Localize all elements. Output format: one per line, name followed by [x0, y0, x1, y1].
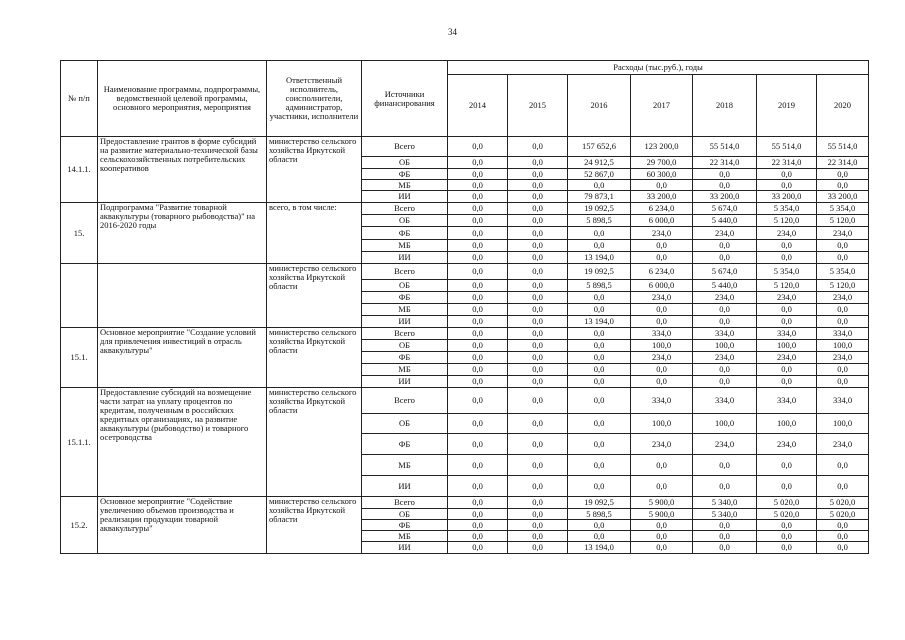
amount-cell: 5 020,0: [757, 497, 817, 509]
funding-source: МБ: [362, 180, 448, 191]
amount-cell: 0,0: [508, 497, 568, 509]
amount-cell: 33 200,0: [693, 191, 757, 203]
amount-cell: 0,0: [631, 542, 693, 554]
table-row: [61, 328, 869, 340]
amount-cell: 0,0: [448, 292, 508, 304]
amount-cell: 0,0: [448, 340, 508, 352]
amount-cell: 6 234,0: [631, 264, 693, 280]
responsible-executor: министерство сельского хозяйства Иркутской области: [267, 497, 362, 554]
amount-cell: 5 120,0: [757, 215, 817, 227]
amount-cell: 100,0: [757, 340, 817, 352]
amount-cell: 52 867,0: [568, 169, 631, 180]
amount-cell: 234,0: [631, 434, 693, 455]
amount-cell: 5 674,0: [693, 203, 757, 215]
year-header: 2020: [817, 75, 869, 137]
amount-cell: 0,0: [508, 252, 568, 264]
amount-cell: 0,0: [508, 304, 568, 316]
page-number: 34: [448, 27, 457, 37]
amount-cell: 100,0: [693, 414, 757, 434]
amount-cell: 0,0: [817, 169, 869, 180]
amount-cell: 0,0: [448, 280, 508, 292]
amount-cell: 0,0: [508, 157, 568, 169]
amount-cell: 0,0: [508, 292, 568, 304]
amount-cell: 5 120,0: [757, 280, 817, 292]
amount-cell: 5 354,0: [757, 264, 817, 280]
funding-source: ФБ: [362, 227, 448, 240]
amount-cell: 100,0: [631, 414, 693, 434]
funding-source: Всего: [362, 388, 448, 414]
amount-cell: 234,0: [693, 227, 757, 240]
responsible-executor: министерство сельского хозяйства Иркутской области: [267, 264, 362, 328]
amount-cell: 0,0: [508, 376, 568, 388]
amount-cell: 234,0: [631, 352, 693, 364]
amount-cell: 234,0: [693, 292, 757, 304]
amount-cell: 234,0: [757, 434, 817, 455]
amount-cell: 0,0: [508, 364, 568, 376]
header-num: № п/п: [61, 61, 98, 137]
amount-cell: 0,0: [448, 497, 508, 509]
year-header: 2014: [448, 75, 508, 137]
amount-cell: 0,0: [817, 531, 869, 542]
table-row: [61, 264, 869, 280]
funding-source: ОБ: [362, 215, 448, 227]
amount-cell: 33 200,0: [817, 191, 869, 203]
funding-source: ФБ: [362, 292, 448, 304]
amount-cell: 0,0: [631, 476, 693, 497]
amount-cell: 0,0: [568, 180, 631, 191]
amount-cell: 0,0: [448, 520, 508, 531]
amount-cell: 0,0: [693, 169, 757, 180]
funding-source: ОБ: [362, 280, 448, 292]
amount-cell: 6 234,0: [631, 203, 693, 215]
amount-cell: 79 873,1: [568, 191, 631, 203]
amount-cell: 0,0: [568, 414, 631, 434]
amount-cell: 0,0: [568, 376, 631, 388]
amount-cell: 19 092,5: [568, 203, 631, 215]
amount-cell: 0,0: [817, 542, 869, 554]
amount-cell: 0,0: [817, 180, 869, 191]
amount-cell: 60 300,0: [631, 169, 693, 180]
amount-cell: 0,0: [693, 376, 757, 388]
amount-cell: 0,0: [757, 304, 817, 316]
amount-cell: 123 200,0: [631, 137, 693, 157]
activity-name: Подпрограмма "Развитие товарной аквакультуры (товарного рыбоводства)" на 2016-2020 годы: [98, 203, 267, 264]
amount-cell: 55 514,0: [817, 137, 869, 157]
amount-cell: 5 898,5: [568, 215, 631, 227]
amount-cell: 0,0: [448, 542, 508, 554]
funding-source: ИИ: [362, 542, 448, 554]
amount-cell: 334,0: [817, 328, 869, 340]
funding-source: ИИ: [362, 376, 448, 388]
amount-cell: 13 194,0: [568, 252, 631, 264]
amount-cell: 5 440,0: [693, 215, 757, 227]
amount-cell: 234,0: [631, 227, 693, 240]
amount-cell: 0,0: [448, 169, 508, 180]
amount-cell: 0,0: [508, 169, 568, 180]
amount-cell: 100,0: [631, 340, 693, 352]
amount-cell: 0,0: [508, 434, 568, 455]
amount-cell: 157 652,6: [568, 137, 631, 157]
amount-cell: 334,0: [757, 388, 817, 414]
amount-cell: 0,0: [568, 328, 631, 340]
funding-source: ОБ: [362, 157, 448, 169]
amount-cell: 5 440,0: [693, 280, 757, 292]
amount-cell: 0,0: [448, 264, 508, 280]
amount-cell: 5 900,0: [631, 497, 693, 509]
amount-cell: 0,0: [757, 376, 817, 388]
amount-cell: 5 020,0: [817, 497, 869, 509]
amount-cell: 5 898,5: [568, 280, 631, 292]
funding-source: Всего: [362, 497, 448, 509]
amount-cell: 0,0: [693, 455, 757, 476]
expenses-table: [60, 60, 869, 554]
amount-cell: 5 340,0: [693, 509, 757, 520]
amount-cell: 234,0: [757, 292, 817, 304]
amount-cell: 0,0: [448, 227, 508, 240]
amount-cell: 0,0: [631, 252, 693, 264]
amount-cell: 0,0: [568, 364, 631, 376]
amount-cell: 0,0: [448, 376, 508, 388]
amount-cell: 0,0: [448, 364, 508, 376]
amount-cell: 0,0: [757, 316, 817, 328]
amount-cell: 0,0: [448, 455, 508, 476]
funding-source: Всего: [362, 203, 448, 215]
funding-source: МБ: [362, 364, 448, 376]
amount-cell: 0,0: [631, 455, 693, 476]
amount-cell: 22 314,0: [817, 157, 869, 169]
amount-cell: 0,0: [448, 476, 508, 497]
amount-cell: 334,0: [631, 388, 693, 414]
amount-cell: 0,0: [508, 191, 568, 203]
amount-cell: 0,0: [448, 137, 508, 157]
funding-source: ИИ: [362, 252, 448, 264]
amount-cell: 5 020,0: [817, 509, 869, 520]
amount-cell: 55 514,0: [693, 137, 757, 157]
table-row: [61, 388, 869, 414]
funding-source: МБ: [362, 455, 448, 476]
amount-cell: 0,0: [693, 240, 757, 252]
funding-source: ИИ: [362, 316, 448, 328]
amount-cell: 334,0: [757, 328, 817, 340]
amount-cell: 0,0: [631, 376, 693, 388]
amount-cell: 0,0: [448, 531, 508, 542]
amount-cell: 0,0: [817, 252, 869, 264]
amount-cell: 0,0: [817, 304, 869, 316]
amount-cell: 0,0: [817, 476, 869, 497]
amount-cell: 0,0: [508, 180, 568, 191]
amount-cell: 0,0: [568, 388, 631, 414]
amount-cell: 0,0: [757, 169, 817, 180]
row-number: 15.2.: [61, 497, 98, 554]
amount-cell: 0,0: [568, 304, 631, 316]
amount-cell: 19 092,5: [568, 264, 631, 280]
amount-cell: 0,0: [448, 240, 508, 252]
table-row: [61, 203, 869, 215]
funding-source: ФБ: [362, 352, 448, 364]
amount-cell: 0,0: [508, 476, 568, 497]
amount-cell: 29 700,0: [631, 157, 693, 169]
amount-cell: 5 898,5: [568, 509, 631, 520]
funding-source: ФБ: [362, 434, 448, 455]
amount-cell: 0,0: [693, 252, 757, 264]
amount-cell: 0,0: [631, 520, 693, 531]
amount-cell: 0,0: [448, 304, 508, 316]
amount-cell: 0,0: [757, 520, 817, 531]
activity-name: Предоставление субсидий на возмещение части затрат на уплату процентов по кредитам, полученным в российских кредитных организациях, на развитие аквакультуры (рыбоводство) и товарного осетроводства: [98, 388, 267, 497]
amount-cell: 0,0: [508, 203, 568, 215]
amount-cell: 0,0: [568, 476, 631, 497]
amount-cell: 0,0: [508, 352, 568, 364]
year-header: 2019: [757, 75, 817, 137]
amount-cell: 0,0: [448, 328, 508, 340]
funding-source: ФБ: [362, 520, 448, 531]
amount-cell: 0,0: [448, 191, 508, 203]
amount-cell: 0,0: [508, 340, 568, 352]
activity-name: Предоставление грантов в форме субсидий на развитие материально-технической базы сельскохозяйственных потребительских кооперативов: [98, 137, 267, 203]
amount-cell: 0,0: [448, 388, 508, 414]
amount-cell: 24 912,5: [568, 157, 631, 169]
amount-cell: 100,0: [817, 340, 869, 352]
header-sources: Источники финансирования: [362, 61, 448, 137]
table-body: [61, 137, 869, 554]
amount-cell: 0,0: [631, 364, 693, 376]
amount-cell: 0,0: [508, 227, 568, 240]
amount-cell: 0,0: [693, 531, 757, 542]
amount-cell: 5 354,0: [817, 203, 869, 215]
amount-cell: 234,0: [817, 292, 869, 304]
amount-cell: 33 200,0: [631, 191, 693, 203]
row-number: 14.1.1.: [61, 137, 98, 203]
amount-cell: 0,0: [508, 240, 568, 252]
responsible-executor: министерство сельского хозяйства Иркутской области: [267, 388, 362, 497]
amount-cell: 0,0: [693, 180, 757, 191]
amount-cell: 0,0: [448, 352, 508, 364]
amount-cell: 33 200,0: [757, 191, 817, 203]
amount-cell: 234,0: [817, 434, 869, 455]
amount-cell: 0,0: [757, 180, 817, 191]
header-name: Наименование программы, подпрограммы, ведомственной целевой программы, основного мероприятия, мероприятия: [98, 61, 267, 137]
amount-cell: 0,0: [817, 240, 869, 252]
amount-cell: 0,0: [631, 304, 693, 316]
funding-source: МБ: [362, 240, 448, 252]
table-row: [61, 137, 869, 157]
amount-cell: 334,0: [631, 328, 693, 340]
amount-cell: 5 354,0: [757, 203, 817, 215]
amount-cell: 0,0: [568, 227, 631, 240]
funding-source: ОБ: [362, 414, 448, 434]
amount-cell: 334,0: [693, 388, 757, 414]
amount-cell: 5 354,0: [817, 264, 869, 280]
amount-cell: 0,0: [508, 388, 568, 414]
funding-source: ИИ: [362, 476, 448, 497]
amount-cell: 22 314,0: [693, 157, 757, 169]
amount-cell: 0,0: [448, 157, 508, 169]
amount-cell: 0,0: [817, 316, 869, 328]
amount-cell: 0,0: [757, 252, 817, 264]
row-number: [61, 264, 98, 328]
amount-cell: 5 340,0: [693, 497, 757, 509]
amount-cell: 0,0: [508, 316, 568, 328]
amount-cell: 0,0: [508, 531, 568, 542]
amount-cell: 0,0: [568, 292, 631, 304]
amount-cell: 13 194,0: [568, 316, 631, 328]
amount-cell: 0,0: [757, 542, 817, 554]
amount-cell: 234,0: [631, 292, 693, 304]
amount-cell: 334,0: [693, 328, 757, 340]
amount-cell: 0,0: [693, 476, 757, 497]
amount-cell: 0,0: [757, 455, 817, 476]
amount-cell: 0,0: [568, 455, 631, 476]
amount-cell: 0,0: [757, 364, 817, 376]
amount-cell: 234,0: [817, 352, 869, 364]
amount-cell: 5 120,0: [817, 280, 869, 292]
amount-cell: 0,0: [508, 328, 568, 340]
amount-cell: 19 092,5: [568, 497, 631, 509]
amount-cell: 0,0: [508, 509, 568, 520]
year-header: 2017: [631, 75, 693, 137]
amount-cell: 0,0: [568, 340, 631, 352]
amount-cell: 0,0: [631, 531, 693, 542]
amount-cell: 0,0: [448, 215, 508, 227]
year-header: 2016: [568, 75, 631, 137]
funding-source: Всего: [362, 328, 448, 340]
amount-cell: 0,0: [568, 240, 631, 252]
amount-cell: 234,0: [757, 227, 817, 240]
activity-name: Основное мероприятие "Содействие увеличению объемов производства и реализации продукции товарной аквакультуры": [98, 497, 267, 554]
amount-cell: 0,0: [757, 476, 817, 497]
amount-cell: 234,0: [693, 434, 757, 455]
funding-source: ФБ: [362, 169, 448, 180]
row-number: 15.: [61, 203, 98, 264]
table-row: [61, 497, 869, 509]
row-number: 15.1.1.: [61, 388, 98, 497]
amount-cell: 5 900,0: [631, 509, 693, 520]
amount-cell: 100,0: [693, 340, 757, 352]
amount-cell: 0,0: [448, 434, 508, 455]
amount-cell: 0,0: [693, 316, 757, 328]
amount-cell: 0,0: [508, 414, 568, 434]
amount-cell: 0,0: [448, 180, 508, 191]
header-responsible: Ответственный исполнитель, соисполнители, администратор, участники, исполнители: [267, 61, 362, 137]
year-header: 2018: [693, 75, 757, 137]
amount-cell: 0,0: [757, 531, 817, 542]
responsible-executor: министерство сельского хозяйства Иркутской области: [267, 328, 362, 388]
amount-cell: 100,0: [757, 414, 817, 434]
amount-cell: 0,0: [508, 280, 568, 292]
amount-cell: 0,0: [508, 264, 568, 280]
funding-source: Всего: [362, 264, 448, 280]
amount-cell: 55 514,0: [757, 137, 817, 157]
amount-cell: 0,0: [693, 304, 757, 316]
amount-cell: 0,0: [817, 364, 869, 376]
activity-name: [98, 264, 267, 328]
amount-cell: 0,0: [448, 316, 508, 328]
amount-cell: 0,0: [817, 520, 869, 531]
responsible-executor: всего, в том числе:: [267, 203, 362, 264]
amount-cell: 0,0: [817, 376, 869, 388]
amount-cell: 5 020,0: [757, 509, 817, 520]
amount-cell: 0,0: [508, 455, 568, 476]
amount-cell: 0,0: [508, 542, 568, 554]
amount-cell: 0,0: [631, 316, 693, 328]
amount-cell: 0,0: [448, 203, 508, 215]
amount-cell: 0,0: [693, 542, 757, 554]
amount-cell: 0,0: [693, 520, 757, 531]
amount-cell: 0,0: [448, 509, 508, 520]
amount-cell: 6 000,0: [631, 280, 693, 292]
amount-cell: 0,0: [757, 240, 817, 252]
amount-cell: 334,0: [817, 388, 869, 414]
responsible-executor: министерство сельского хозяйства Иркутской области: [267, 137, 362, 203]
amount-cell: 234,0: [693, 352, 757, 364]
activity-name: Основное мероприятие "Создание условий для привлечения инвестиций в отрасль аквакультуры": [98, 328, 267, 388]
funding-source: МБ: [362, 304, 448, 316]
amount-cell: 0,0: [568, 434, 631, 455]
amount-cell: 234,0: [817, 227, 869, 240]
amount-cell: 0,0: [568, 531, 631, 542]
amount-cell: 0,0: [631, 240, 693, 252]
amount-cell: 0,0: [631, 180, 693, 191]
amount-cell: 0,0: [448, 414, 508, 434]
amount-cell: 0,0: [568, 352, 631, 364]
amount-cell: 5 120,0: [817, 215, 869, 227]
funding-source: ОБ: [362, 340, 448, 352]
row-number: 15.1.: [61, 328, 98, 388]
funding-source: ОБ: [362, 509, 448, 520]
amount-cell: 0,0: [817, 455, 869, 476]
funding-source: ИИ: [362, 191, 448, 203]
header-expenses: Расходы (тыс.руб.), годы: [448, 61, 869, 75]
amount-cell: 0,0: [508, 215, 568, 227]
amount-cell: 0,0: [508, 137, 568, 157]
amount-cell: 0,0: [448, 252, 508, 264]
amount-cell: 100,0: [817, 414, 869, 434]
amount-cell: 0,0: [693, 364, 757, 376]
amount-cell: 13 194,0: [568, 542, 631, 554]
year-header: 2015: [508, 75, 568, 137]
amount-cell: 5 674,0: [693, 264, 757, 280]
funding-source: МБ: [362, 531, 448, 542]
funding-source: Всего: [362, 137, 448, 157]
amount-cell: 22 314,0: [757, 157, 817, 169]
amount-cell: 0,0: [508, 520, 568, 531]
amount-cell: 6 000,0: [631, 215, 693, 227]
amount-cell: 0,0: [568, 520, 631, 531]
amount-cell: 234,0: [757, 352, 817, 364]
